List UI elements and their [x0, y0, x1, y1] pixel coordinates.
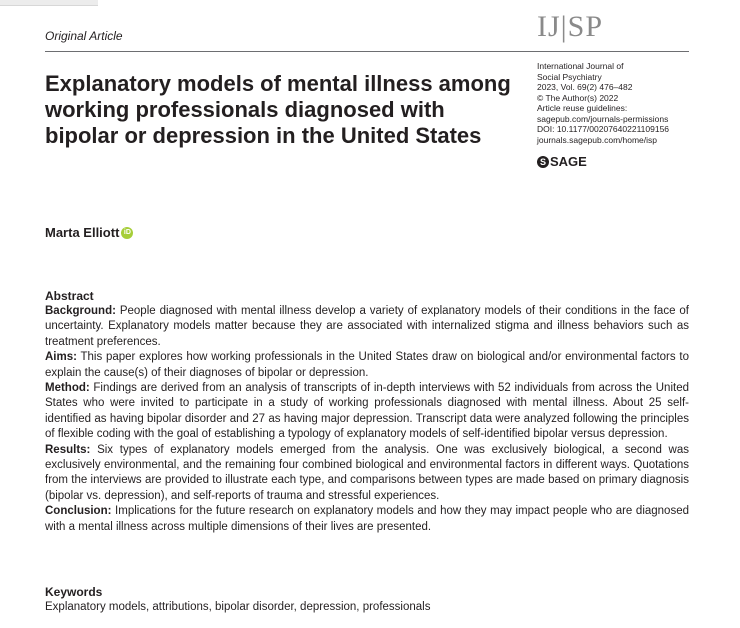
permissions-link[interactable]: sagepub.com/journals-permissions [537, 113, 669, 124]
conclusion-label: Conclusion: [45, 505, 112, 518]
keywords-heading: Keywords [45, 585, 103, 599]
article-title: Explanatory models of mental illness among working professionals diagnosed with bipolar or depression in the United States [45, 71, 511, 148]
article-type: Original Article [45, 29, 123, 43]
conclusion-text: Implications for the future research on explanatory models and how they may impact people who are diagnosed with a mental illness across multiple dimensions of their lives are presented. [45, 505, 689, 533]
abstract-conclusion [45, 504, 689, 535]
author-line [45, 225, 133, 240]
header-rule [45, 51, 689, 52]
method-text: Findings are derived from an analysis of transcripts of in-depth interviews with 52 individuals from across the United States who were invited to participate in a study of working professionals diagnosed with mental illness. About 25 self-identified as having bipolar disorder and 27 as having major depression. Transcript data were analyzed following the principles of flexible coding with the goal of establishing a typology of explanatory models of self-identified bipolar versus depression. [45, 382, 689, 441]
journal-name-line-2: Social Psychiatry [537, 71, 602, 82]
journal-homepage-link[interactable]: journals.sagepub.com/home/isp [537, 134, 658, 145]
journal-volume: 2023, Vol. 69(2) 476–482 [537, 82, 633, 92]
journal-name-line-1: International Journal of [537, 61, 624, 71]
author-name: Marta Elliott [45, 225, 120, 240]
results-label: Results: [45, 443, 91, 456]
journal-info [537, 61, 737, 145]
journal-logo: IJ|SP [537, 10, 604, 43]
abstract [45, 289, 689, 535]
publisher-logo [537, 154, 587, 169]
aims-label: Aims: [45, 351, 77, 364]
abstract-method [45, 381, 689, 443]
sage-icon: S [537, 156, 549, 168]
copyright: © The Author(s) 2022 [537, 92, 619, 103]
keywords [45, 585, 689, 615]
top-tab [0, 0, 98, 6]
background-label: Background: [45, 305, 116, 317]
orcid-icon[interactable]: iD [121, 227, 133, 239]
publisher-name: SAGE [550, 154, 587, 169]
aims-text: This paper explores how working professionals in the United States draw on biological and/or environmental factors to explain the cause(s) of their diagnoses of bipolar or depression. [45, 351, 689, 379]
abstract-background [45, 304, 689, 350]
keywords-list: Explanatory models, attributions, bipolar disorder, depression, professionals [45, 601, 431, 613]
abstract-heading: Abstract [45, 289, 94, 303]
method-label: Method: [45, 382, 90, 395]
doi[interactable]: DOI: 10.1177/00207640221109156 [537, 124, 670, 134]
abstract-aims [45, 350, 689, 381]
reuse-label: Article reuse guidelines: [537, 103, 628, 113]
abstract-results [45, 443, 689, 505]
results-text: Six types of explanatory models emerged from the analysis. One was exclusively biological, a second was exclusively environmental, and the remaining four combined biological and environmental factors in different ways. Quotations from the interviews are provided to illustrate each type, and comparisons between types are made based on primary diagnosis (bipolar vs. depression), and self-reports of trauma and stressful experiences. [45, 443, 690, 502]
background-text: People diagnosed with mental illness develop a variety of explanatory models of their conditions in the face of uncertainty. Explanatory models matter because they are associated with internalized stigma and illness behaviors such as treatment preferences. [45, 305, 689, 348]
